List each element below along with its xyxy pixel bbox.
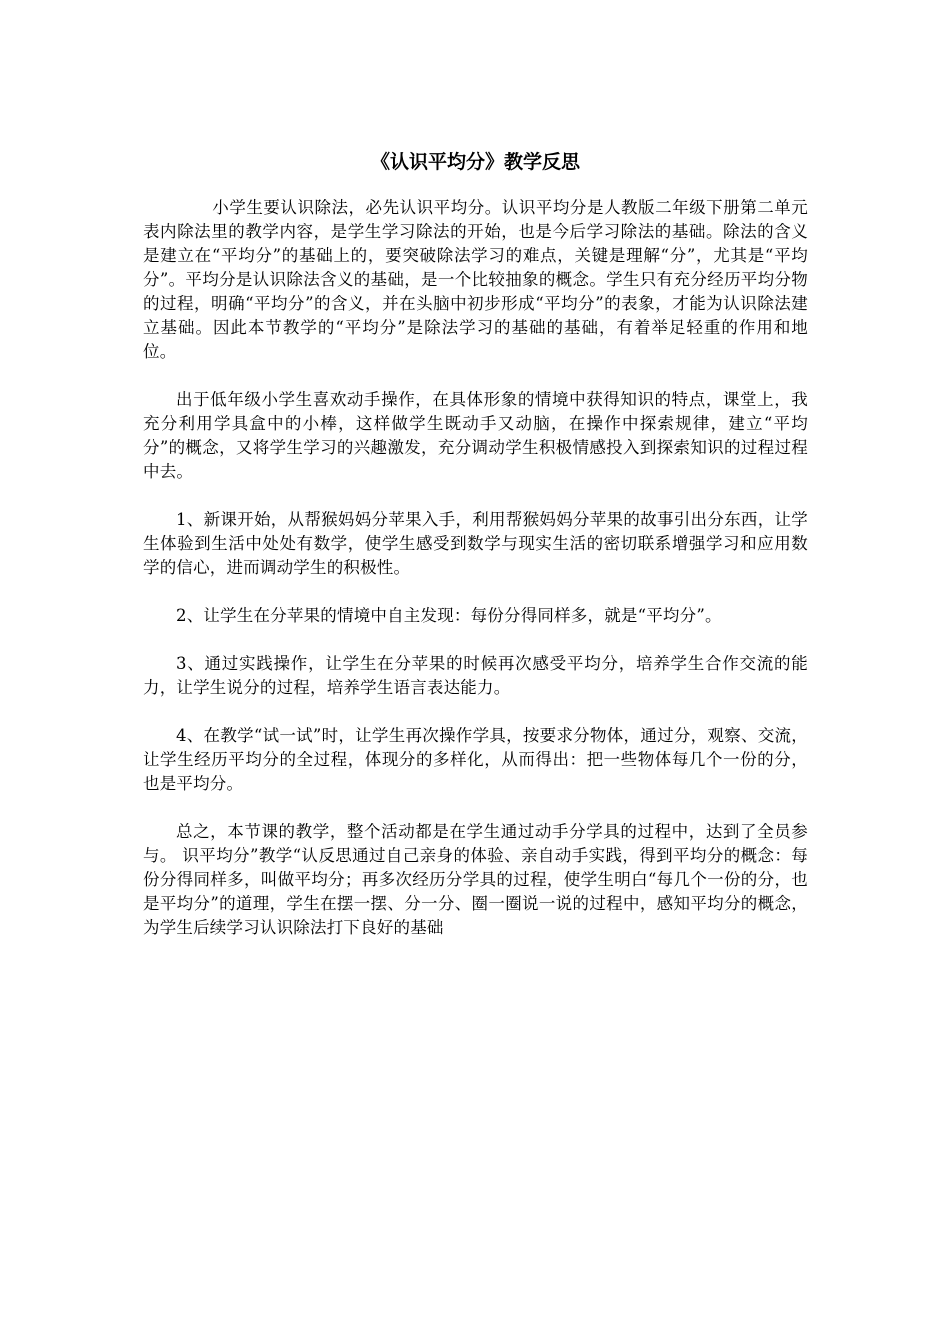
paragraph-approach: 出于低年级小学生喜欢动手操作，在具体形象的情境中获得知识的特点，课堂上，我充分利用学具盒中的小棒，这样做学生既动手又动脑，在操作中探索规律，建立“平均分”的概念，又将学生学习的兴趣激发，充分调动学生积极情感投入到探索知识的过程过程中去。	[143, 390, 808, 481]
document-title: 《认识平均分》教学反思	[370, 151, 580, 173]
paragraph-point-4: 4、在教学“试一试”时，让学生再次操作学具，按要求分物体，通过分，观察、交流，让学生经历平均分的全过程，体现分的多样化，从而得出：把一些物体每几个一份的分，也是平均分。	[143, 726, 808, 793]
paragraph-point-1: 1、新课开始，从帮猴妈妈分苹果入手，利用帮猴妈妈分苹果的故事引出分东西，让学生体验到生活中处处有数学，使学生感受到数学与现实生活的密切联系增强学习和应用数学的信心，进而调动学生的积极性。	[143, 510, 808, 577]
paragraph-point-3: 3、通过实践操作，让学生在分苹果的时候再次感受平均分，培养学生合作交流的能力，让学生说分的过程，培养学生语言表达能力。	[143, 654, 808, 697]
document-page	[143, 150, 808, 964]
paragraph-point-2: 2、让学生在分苹果的情境中自主发现：每份分得同样多，就是“平均分”。	[176, 606, 722, 625]
paragraph-summary: 总之，本节课的教学，整个活动都是在学生通过动手分学具的过程中，达到了全员参与。 识平均分”教学“认反思通过自己亲身的体验、亲自动手实践，得到平均分的概念：每份分得同样多，叫做平均分；再多次经历分学具的过程，使学生明白“每几个一份的分，也是平均分”的道理，学生在摆一摆、分一分、圈一圈说一说的过程中，感知平均分的概念，为学生后续学习认识除法打下良好的基础	[143, 822, 808, 937]
paragraph-intro: 小学生要认识除法，必先认识平均分。认识平均分是人教版二年级下册第二单元表内除法里的教学内容，是学生学习除法的开始，也是今后学习除法的基础。除法的含义是建立在“平均分”的基础上的，要突破除法学习的难点，关键是理解“分”，尤其是“平均分”。平均分是认识除法含义的基础，是一个比较抽象的概念。学生只有充分经历平均分物的过程，明确“平均分”的含义，并在头脑中初步形成“平均分”的表象，才能为认识除法建立基础。因此本节教学的“平均分”是除法学习的基础的基础，有着举足轻重的作用和地位。	[143, 198, 808, 361]
